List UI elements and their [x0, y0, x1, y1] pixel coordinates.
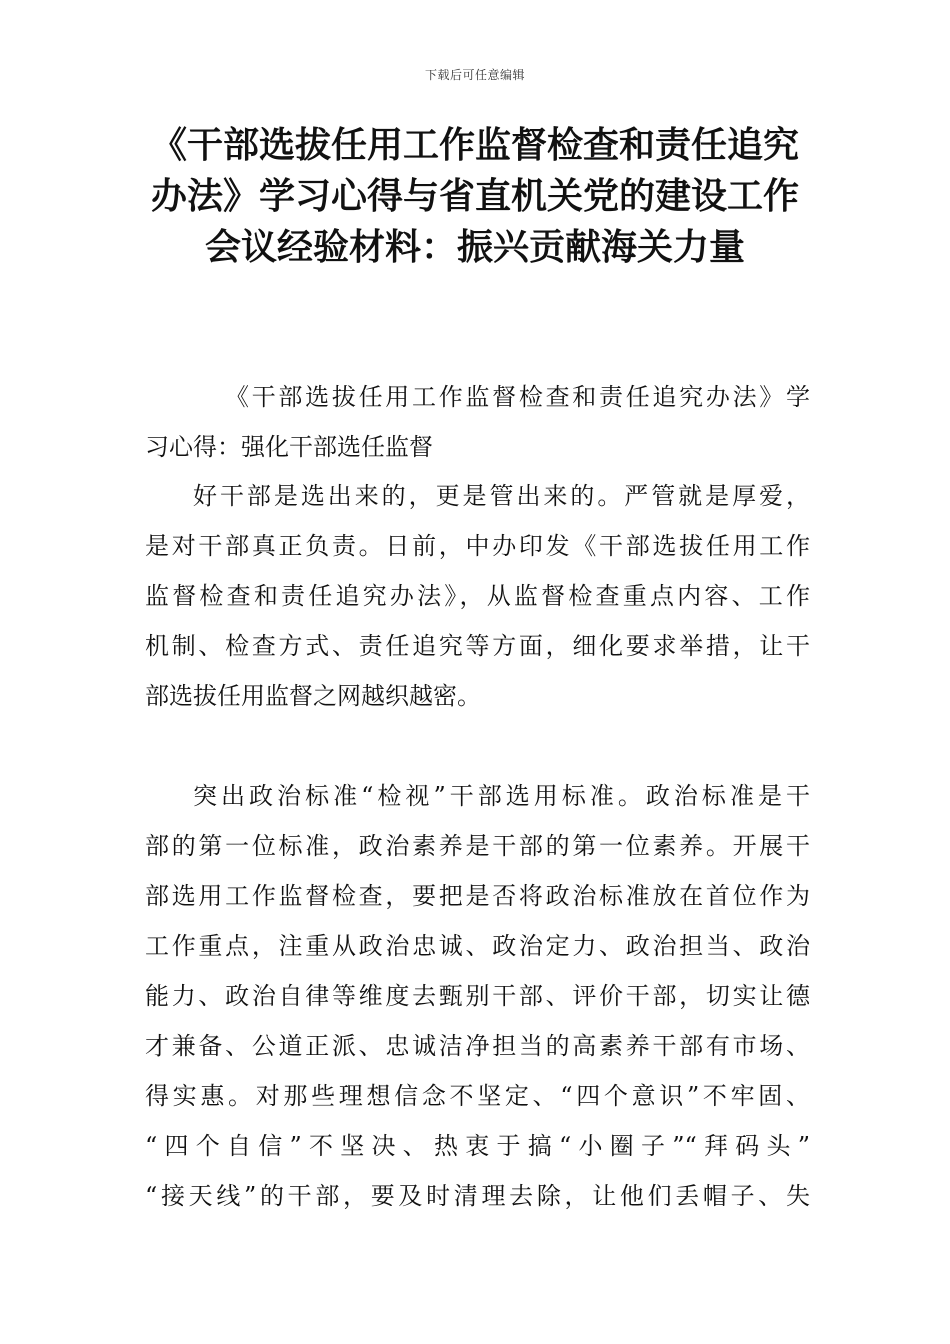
paragraph-line: 得实惠。对那些理想信念不坚定、“四个意识”不牢固、 [145, 1082, 810, 1110]
paragraph-line: “接天线”的干部，要及时清理去除，让他们丢帽子、失 [145, 1182, 810, 1210]
paragraph-line: 好干部是选出来的，更是管出来的。严管就是厚爱， [193, 482, 810, 510]
paragraph-line: 是对干部真正负责。日前，中办印发《干部选拔任用工作 [145, 532, 810, 560]
paragraph-line: 突出政治标准“检视”干部选用标准。政治标准是干 [193, 782, 810, 810]
title-line: 《干部选拔任用工作监督检查和责任追究 [150, 125, 799, 166]
title-line: 会议经验材料：振兴贡献海关力量 [204, 227, 745, 268]
header-note: 下载后可任意编辑 [424, 68, 525, 82]
paragraph-line: 能力、政治自律等维度去甄别干部、评价干部，切实让德 [145, 982, 810, 1010]
paragraph-line: 才兼备、公道正派、忠诚洁净担当的高素养干部有市场、 [145, 1032, 810, 1060]
paragraph-line: 机制、检查方式、责任追究等方面，细化要求举措，让干 [145, 632, 810, 660]
paragraph-line: 工作重点，注重从政治忠诚、政治定力、政治担当、政治 [145, 932, 810, 960]
paragraph-line: “四个自信”不坚决、热衷于搞“小圈子”“拜码头” [145, 1132, 810, 1160]
title-line: 办法》学习心得与省直机关党的建设工作 [150, 176, 799, 217]
subheading-line: 《干部选拔任用工作监督检查和责任追究办法》学 [225, 383, 810, 411]
paragraph-intro [145, 471, 810, 721]
subheading-line: 习心得：强化干部选任监督 [145, 433, 433, 461]
paragraph-line: 监督检查和责任追究办法》，从监督检查重点内容、工作 [145, 582, 810, 610]
paragraph-political-standard [145, 771, 810, 1221]
paragraph-line: 部选用工作监督检查，要把是否将政治标准放在首位作为 [145, 882, 810, 910]
section-subheading [145, 372, 810, 472]
document-title [145, 120, 805, 273]
paragraph-line: 部的第一位标准，政治素养是干部的第一位素养。开展干 [145, 832, 810, 860]
paragraph-line: 部选拔任用监督之网越织越密。 [145, 682, 481, 710]
